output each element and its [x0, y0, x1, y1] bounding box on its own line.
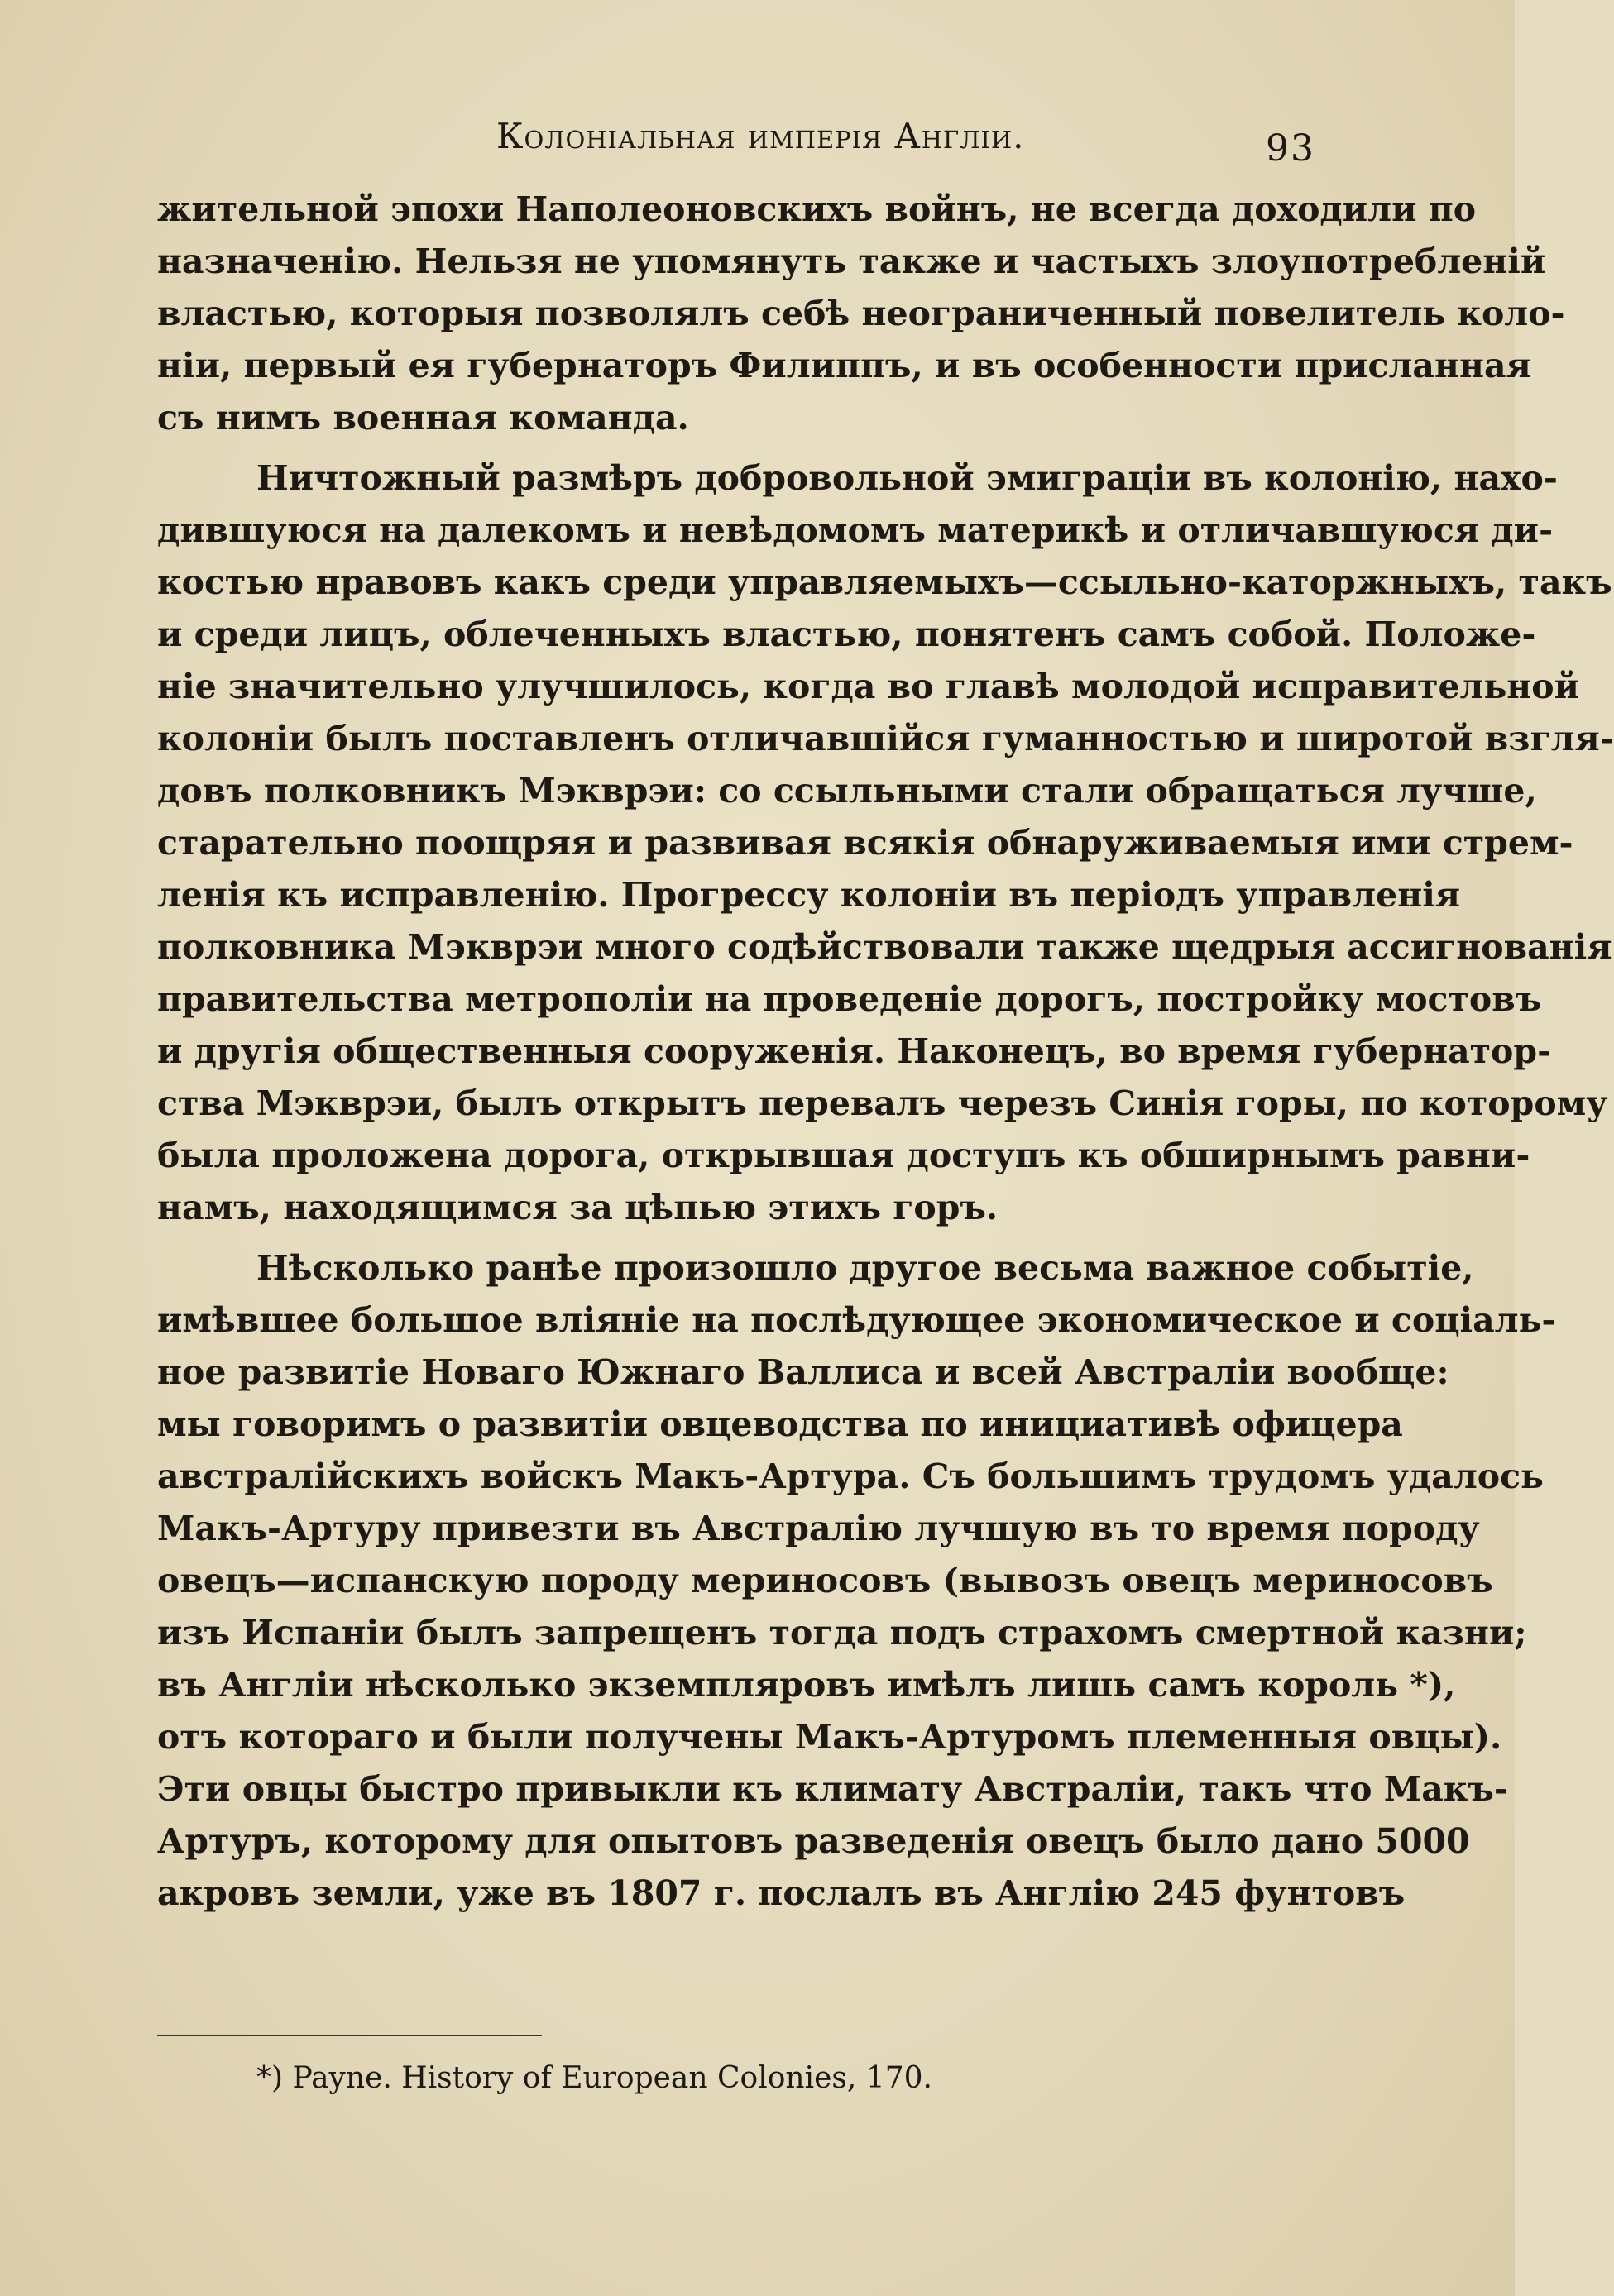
text-line: Макъ-Артуру привезти въ Австралію лучшую въ то время породу — [157, 1509, 1480, 1548]
footnote: *) Payne. History of European Colonies, 170. — [256, 2061, 932, 2095]
text-line: довъ полковникъ Мэкврэи: со ссыльными стали обращаться лучше, — [157, 771, 1537, 811]
text-line: колоніи былъ поставленъ отличавшійся гуманностью и широтой взгля- — [157, 719, 1614, 758]
text-line: костью нравовъ какъ среди управляемыхъ—ссыльно-каторжныхъ, такъ — [157, 562, 1612, 602]
footnote-rule — [157, 2035, 542, 2036]
text-line: въ Англіи нѣсколько экземпляровъ имѣлъ лишь самъ король *), — [157, 1665, 1456, 1705]
text-line: ства Мэкврэи, былъ открытъ перевалъ черезъ Синія горы, по которому — [157, 1083, 1608, 1123]
text-line: изъ Испаніи былъ запрещенъ тогда подъ страхомъ смертной казни; — [157, 1613, 1527, 1653]
text-line: дившуюся на далекомъ и невѣдомомъ материкѣ и отличавшуюся ди- — [157, 510, 1554, 550]
text-line: ленія къ исправленію. Прогрессу колоніи въ періодъ управленія — [157, 875, 1461, 915]
text-line: отъ котораго и были получены Макъ-Артуромъ племенныя овцы). — [157, 1717, 1502, 1757]
text-line: овецъ—испанскую породу мериносовъ (вывозъ овецъ мериносовъ — [157, 1561, 1493, 1600]
text-line: австралійскихъ войскъ Макъ-Артура. Съ большимъ трудомъ удалось — [157, 1457, 1544, 1496]
text-line: и другія общественныя сооруженія. Наконецъ, во время губернатор- — [157, 1031, 1552, 1071]
text-line: Ничтожный размѣръ добровольной эмиграціи въ колонію, нахо- — [256, 458, 1558, 498]
text-line: была проложена дорога, открывшая доступъ къ обширнымъ равни- — [157, 1136, 1530, 1175]
text-line: акровъ земли, уже въ 1807 г. послалъ въ Англію 245 фунтовъ — [157, 1873, 1406, 1913]
text-line: правительства метрополіи на проведеніе дорогъ, постройку мостовъ — [157, 979, 1542, 1019]
text-line: Артуръ, которому для опытовъ разведенія овецъ было дано 5000 — [157, 1821, 1470, 1861]
paragraph-gap — [157, 444, 1315, 452]
page-header — [157, 108, 1315, 174]
text-line: и среди лицъ, облеченныхъ властью, понятенъ самъ собой. Положе- — [157, 615, 1536, 654]
text-line: жительной эпохи Наполеоновскихъ войнъ, не всегда доходили по — [157, 189, 1477, 229]
text-line: полковника Мэкврэи много содѣйствовали также щедрыя ассигнованія — [157, 927, 1612, 967]
text-line: ніи, первый ея губернаторъ Филиппъ, и въ особенности присланная — [157, 346, 1531, 385]
text-line: съ нимъ военная команда. — [157, 398, 689, 438]
page-number: 93 — [1266, 127, 1315, 170]
text-line: имѣвшее большое вліяніе на послѣдующее экономическое и соціаль- — [157, 1300, 1556, 1340]
text-line: намъ, находящимся за цѣпью этихъ горъ. — [157, 1188, 999, 1227]
text-line: Нѣсколько ранѣе произошло другое весьма важное событіе, — [256, 1248, 1474, 1288]
text-line: назначенію. Нельзя не упомянуть также и частыхъ злоупотребленій — [157, 242, 1546, 281]
text-line: Эти овцы быстро привыкли къ климату Австраліи, такъ что Макъ- — [157, 1769, 1508, 1809]
body-text — [157, 184, 1614, 1920]
running-title: Колоніальная имперія Англіи. — [496, 116, 1025, 156]
paragraph-gap — [157, 1234, 1315, 1242]
text-line: ное развитіе Новаго Южнаго Валлиса и всей Австраліи вообще: — [157, 1352, 1449, 1392]
text-line: старательно поощряя и развивая всякія обнаруживаемыя ими стрем- — [157, 823, 1573, 863]
text-line: мы говоримъ о развитіи овцеводства по инициативѣ офицера — [157, 1404, 1403, 1444]
text-line: властью, которыя позволялъ себѣ неограниченный повелитель коло- — [157, 294, 1565, 333]
text-line: ніе значительно улучшилось, когда во главѣ молодой исправительной — [157, 667, 1580, 706]
